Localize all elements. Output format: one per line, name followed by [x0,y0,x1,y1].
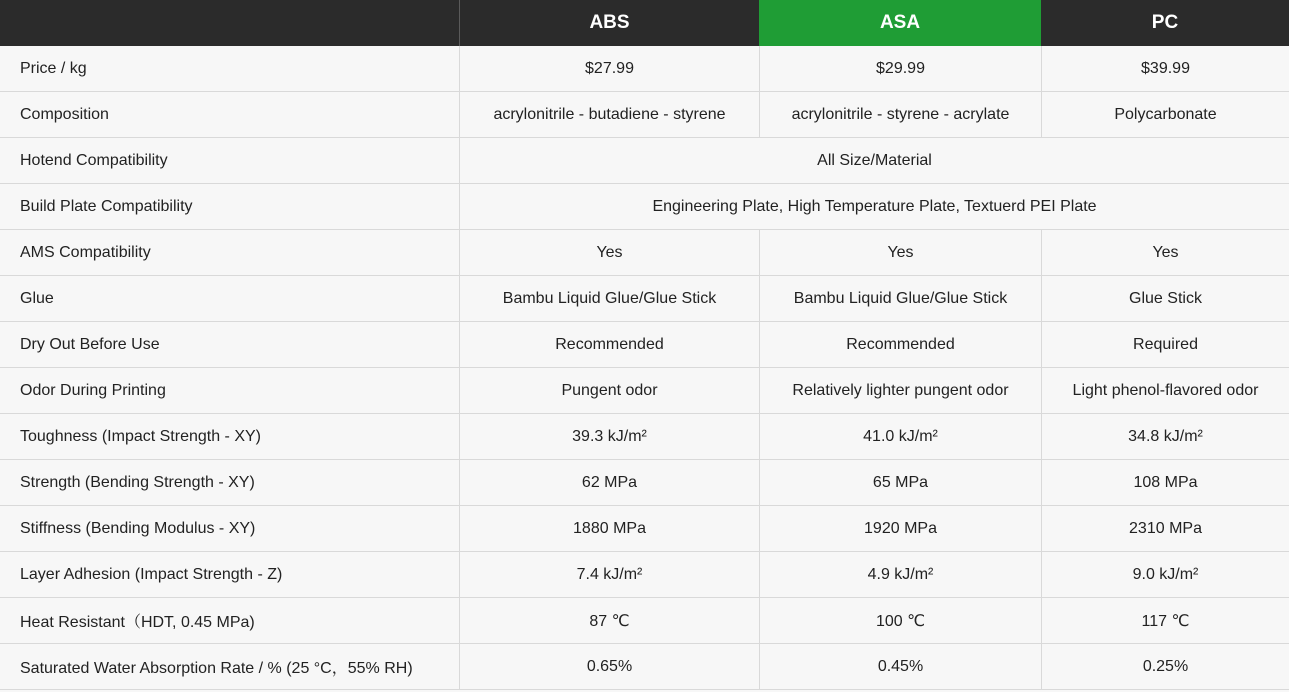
cell-heat-resistant-pc: 117 ℃ [1041,598,1289,644]
cell-layer-adhesion-asa: 4.9 kJ/m² [759,552,1041,598]
cell-glue-abs: Bambu Liquid Glue/Glue Stick [459,276,759,322]
row-label-strength: Strength (Bending Strength - XY) [0,460,459,506]
cell-hotend-all: All Size/Material [459,138,1289,184]
row-label-odor: Odor During Printing [0,368,459,414]
row-label-composition: Composition [0,92,459,138]
cell-heat-resistant-abs: 87 ℃ [459,598,759,644]
cell-ams-pc: Yes [1041,230,1289,276]
row-label-dry-out: Dry Out Before Use [0,322,459,368]
cell-toughness-abs: 39.3 kJ/m² [459,414,759,460]
row-label-stiffness: Stiffness (Bending Modulus - XY) [0,506,459,552]
cell-price-pc: $39.99 [1041,46,1289,92]
cell-odor-pc: Light phenol-flavored odor [1041,368,1289,414]
cell-ams-abs: Yes [459,230,759,276]
cell-dry-out-abs: Recommended [459,322,759,368]
cell-odor-abs: Pungent odor [459,368,759,414]
row-label-build-plate: Build Plate Compatibility [0,184,459,230]
cell-glue-asa: Bambu Liquid Glue/Glue Stick [759,276,1041,322]
cell-odor-asa: Relatively lighter pungent odor [759,368,1041,414]
row-label-heat-resistant: Heat Resistant（HDT, 0.45 MPa) [0,598,459,644]
cell-water-absorption-pc: 0.25% [1041,644,1289,690]
cell-layer-adhesion-abs: 7.4 kJ/m² [459,552,759,598]
column-header-asa: ASA [759,0,1041,46]
row-label-water-absorption: Saturated Water Absorption Rate / % (25 °C，55% RH) [0,644,459,690]
cell-water-absorption-abs: 0.65% [459,644,759,690]
cell-toughness-asa: 41.0 kJ/m² [759,414,1041,460]
cell-layer-adhesion-pc: 9.0 kJ/m² [1041,552,1289,598]
row-label-glue: Glue [0,276,459,322]
cell-composition-abs: acrylonitrile - butadiene - styrene [459,92,759,138]
cell-build-plate-all: Engineering Plate, High Temperature Plate, Textuerd PEI Plate [459,184,1289,230]
row-label-hotend: Hotend Compatibility [0,138,459,184]
cell-stiffness-abs: 1880 MPa [459,506,759,552]
column-header-pc: PC [1041,0,1289,46]
cell-composition-pc: Polycarbonate [1041,92,1289,138]
cell-strength-asa: 65 MPa [759,460,1041,506]
cell-composition-asa: acrylonitrile - styrene - acrylate [759,92,1041,138]
cell-ams-asa: Yes [759,230,1041,276]
cell-price-asa: $29.99 [759,46,1041,92]
row-label-layer-adhesion: Layer Adhesion (Impact Strength - Z) [0,552,459,598]
cell-strength-pc: 108 MPa [1041,460,1289,506]
cell-heat-resistant-asa: 100 ℃ [759,598,1041,644]
cell-glue-pc: Glue Stick [1041,276,1289,322]
cell-strength-abs: 62 MPa [459,460,759,506]
cell-dry-out-asa: Recommended [759,322,1041,368]
row-label-toughness: Toughness (Impact Strength - XY) [0,414,459,460]
cell-water-absorption-asa: 0.45% [759,644,1041,690]
cell-dry-out-pc: Required [1041,322,1289,368]
cell-stiffness-asa: 1920 MPa [759,506,1041,552]
cell-toughness-pc: 34.8 kJ/m² [1041,414,1289,460]
cell-price-abs: $27.99 [459,46,759,92]
column-header-abs: ABS [459,0,759,46]
row-label-price: Price / kg [0,46,459,92]
cell-stiffness-pc: 2310 MPa [1041,506,1289,552]
row-label-ams: AMS Compatibility [0,230,459,276]
header-corner [0,0,459,46]
